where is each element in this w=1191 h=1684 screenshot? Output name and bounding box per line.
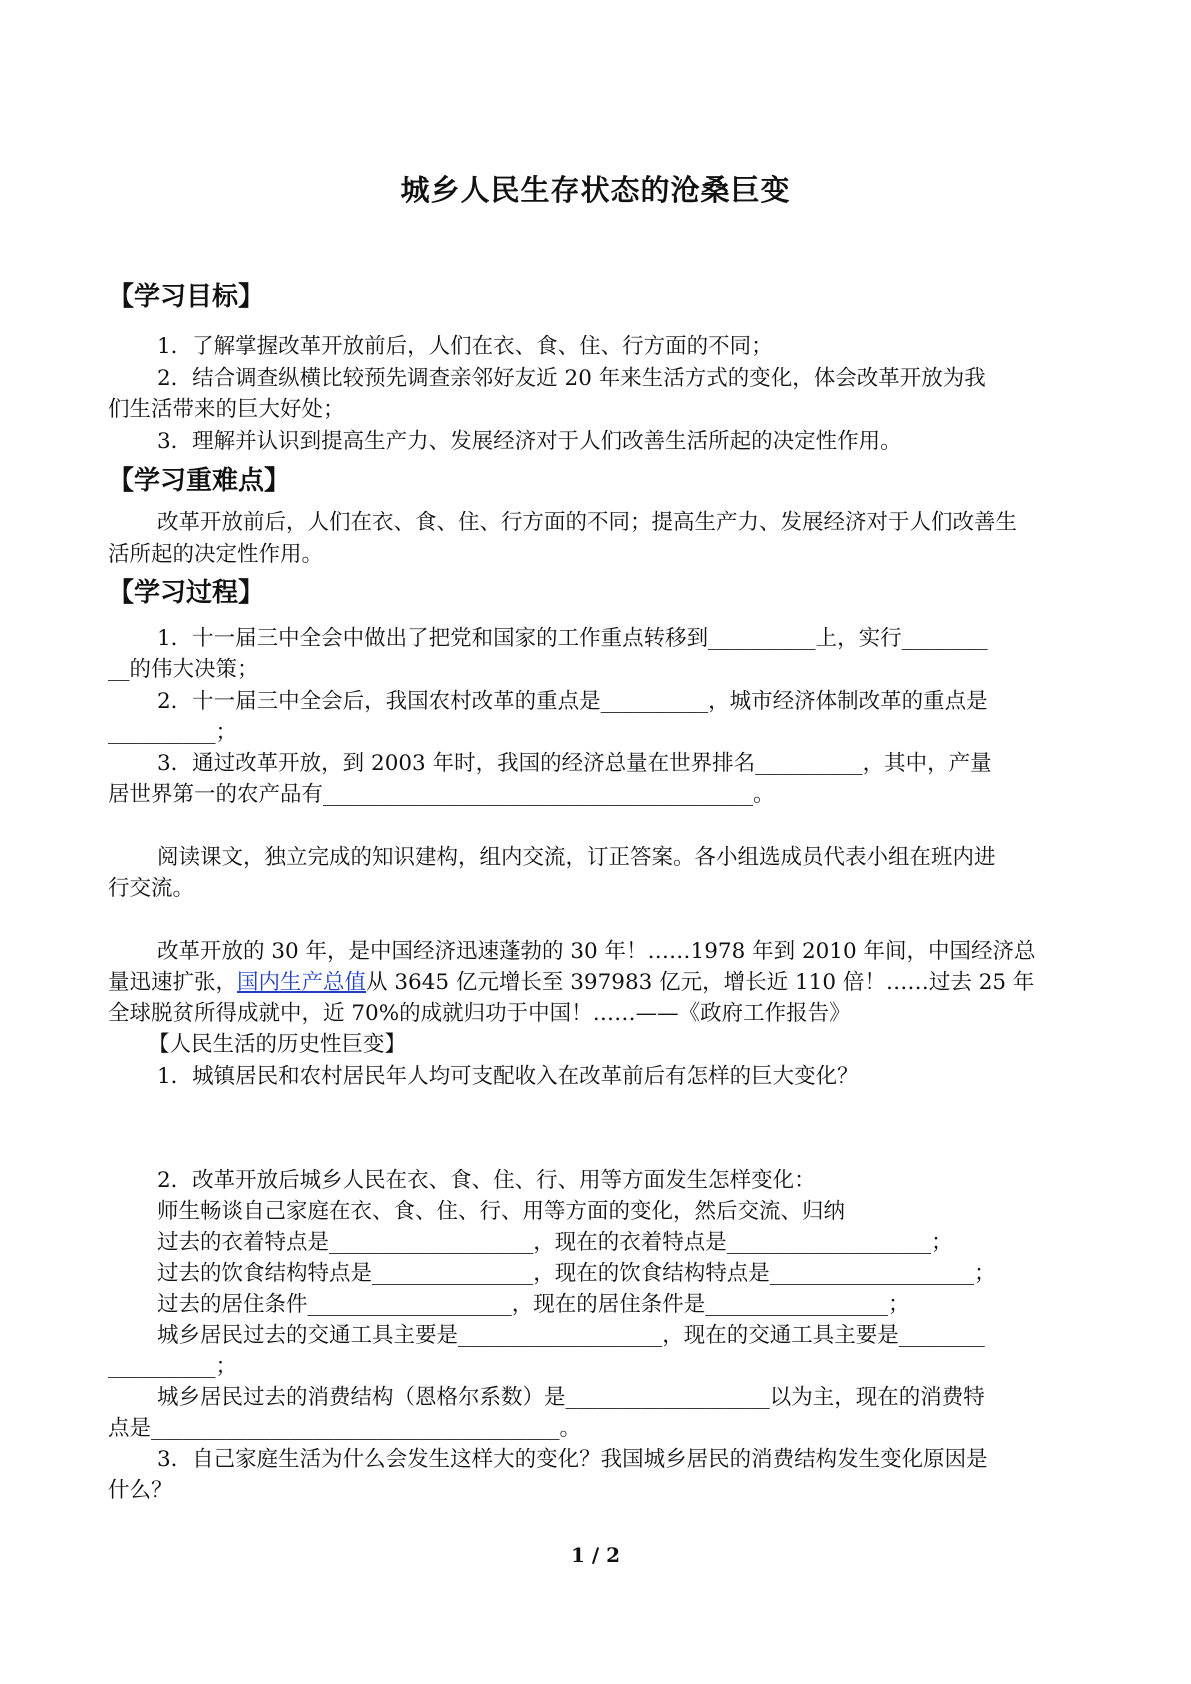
section-heading-goals: 【学习目标】: [108, 282, 265, 312]
quote-line-2-start: 量迅速扩张，: [108, 970, 238, 995]
quote-line-3: 全球脱贫所得成就中，近 70%的成就归功于中国！……——《政府工作报告》: [108, 1001, 851, 1026]
quote-line-2: [108, 968, 1034, 998]
fill-transport-cont: __________；: [108, 1354, 238, 1379]
sub-question-2: 2．改革开放后城乡人民在衣、食、住、行、用等方面发生怎样变化：: [157, 1168, 816, 1193]
key-points-line-1: 改革开放前后，人们在衣、食、住、行方面的不同；提高生产力、发展经济对于人们改善生: [157, 510, 1018, 535]
key-points-line-2: 活所起的决定性作用。: [108, 542, 324, 567]
question-3-cont: 居世界第一的农产品有________________________________________。: [108, 782, 775, 807]
question-3: 3．通过改革开放，到 2003 年时，我国的经济总量在世界排名__________，其中，产量: [157, 751, 992, 776]
fill-transport: 城乡居民过去的交通工具主要是___________________，现在的交通工具主要是________: [157, 1323, 985, 1348]
quote-line-1: 改革开放的 30 年，是中国经济迅速蓬勃的 30 年！……1978 年到 2010 年间，中国经济总: [157, 939, 1036, 964]
reading-instruction: 阅读课文，独立完成的知识建构，组内交流，订正答案。各小组选成员代表小组在班内进: [157, 845, 996, 870]
reading-instruction-cont: 行交流。: [108, 876, 195, 901]
goal-item-2-cont: 们生活带来的巨大好处；: [108, 397, 345, 422]
fill-housing: 过去的居住条件___________________，现在的居住条件是_________________；: [157, 1292, 910, 1317]
question-2-cont: __________；: [108, 720, 238, 745]
fill-consumption-cont: 点是______________________________________。: [108, 1416, 582, 1441]
goal-item-3: 3．理解并认识到提高生产力、发展经济对于人们改善生活所起的决定性作用。: [157, 429, 902, 454]
section-heading-process: 【学习过程】: [108, 578, 265, 608]
sub-question-3-cont: 什么？: [108, 1478, 173, 1503]
fill-diet: 过去的饮食结构特点是_______________，现在的饮食结构特点是___________________；: [157, 1261, 996, 1286]
sub-question-1: 1．城镇居民和农村居民年人均可支配收入在改革前后有怎样的巨大变化？: [157, 1064, 859, 1089]
goal-item-1: 1．了解掌握改革开放前后，人们在衣、食、住、行方面的不同；: [157, 334, 773, 359]
gdp-link[interactable]: 国内生产总值: [237, 970, 367, 995]
question-2: 2．十一届三中全会后，我国农村改革的重点是__________，城市经济体制改革的重点是: [157, 689, 988, 714]
page-title: 城乡人民生存状态的沧桑巨变: [400, 173, 791, 207]
fill-clothing: 过去的衣着特点是___________________，现在的衣着特点是___________________；: [157, 1230, 953, 1255]
question-1-cont: __的伟大决策；: [108, 657, 259, 682]
section-heading-key-points: 【学习重难点】: [108, 466, 291, 496]
fill-consumption: 城乡居民过去的消费结构（恩格尔系数）是___________________以为主，现在的消费特: [157, 1385, 985, 1410]
sub-question-3: 3．自己家庭生活为什么会发生这样大的变化？我国城乡居民的消费结构发生变化原因是: [157, 1447, 988, 1472]
page-number: 1 / 2: [570, 1543, 621, 1567]
sub-heading-life-changes: 【人民生活的历史性巨变】: [148, 1032, 407, 1057]
quote-line-2-end: 从 3645 亿元增长至 397983 亿元，增长近 110 倍！……过去 25 年: [366, 970, 1035, 995]
question-1: 1．十一届三中全会中做出了把党和国家的工作重点转移到__________上，实行________: [157, 626, 988, 651]
goal-item-2: 2．结合调查纵横比较预先调查亲邻好友近 20 年来生活方式的变化，体会改革开放为我: [157, 366, 986, 391]
sub-question-2-note: 师生畅谈自己家庭在衣、食、住、行、用等方面的变化，然后交流、归纳: [157, 1199, 846, 1224]
